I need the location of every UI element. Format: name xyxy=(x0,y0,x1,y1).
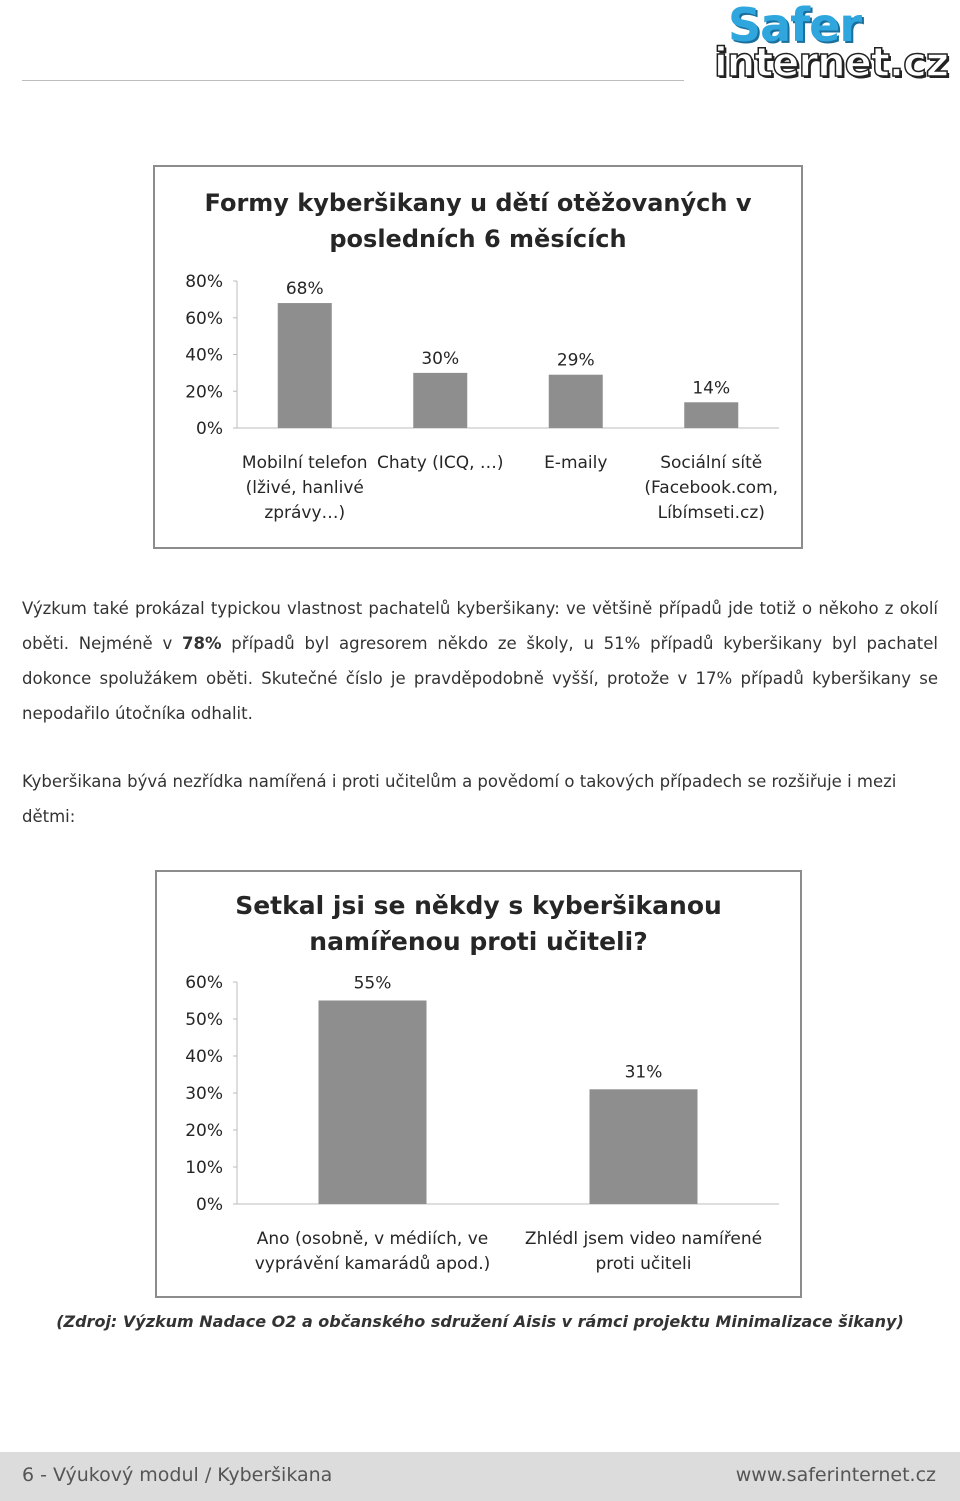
chart2-y-tick-label: 0% xyxy=(196,1195,223,1215)
chart1-category-label: (lživé, hanlivé xyxy=(245,478,364,498)
chart2-y-tick-label: 20% xyxy=(185,1121,223,1141)
chart1-y-tick-label: 20% xyxy=(185,382,223,403)
chart1-category-label: Mobilní telefon xyxy=(241,453,368,473)
footer-page-label: 6 - Výukový modul / Kyberšikana xyxy=(22,1464,333,1486)
paragraph-teachers xyxy=(22,764,938,834)
chart1-title-line1: Formy kyberšikany u dětí otěžovaných v xyxy=(204,189,752,217)
chart1-bar xyxy=(413,373,467,428)
chart1-y-tick-label: 80% xyxy=(185,272,223,292)
chart1-category-label: zprávy…) xyxy=(264,503,346,523)
chart1-data-label: 30% xyxy=(421,348,460,369)
chart1-y-tick-label: 40% xyxy=(185,345,223,366)
chart-cyberbullying-forms xyxy=(153,165,803,549)
chart1-category-label: Chaty (ICQ, …) xyxy=(376,453,504,473)
chart2-y-tick-label: 30% xyxy=(185,1084,223,1104)
chart2-category-label: vyprávění kamarádů apod.) xyxy=(254,1254,491,1274)
paragraph2-text: Kyberšikana bývá nezřídka namířená i proti učitelům a povědomí o takových případech se rozšiřuje i mezi dětmi: xyxy=(22,772,897,826)
chart2-bar xyxy=(590,1089,698,1204)
chart1-data-label: 68% xyxy=(285,279,324,300)
chart1-category-label: Sociální sítě xyxy=(660,453,763,473)
source-citation: (Zdroj: Výzkum Nadace O2 a občanského sdružení Aisis v rámci projektu Minimalizace šikany) xyxy=(56,1312,904,1331)
paragraph1-text-a: Výzkum také prokázal typickou vlastnost pachatelů kyberšikany: ve většině případů jde totiž o někoho z okolí oběti. Nejméně v xyxy=(22,599,938,653)
chart2-plot xyxy=(157,872,800,1296)
paragraph1-bold-78: 78% xyxy=(182,634,222,653)
logo-internet-text: internet.cz xyxy=(714,40,949,86)
chart1-data-label: 29% xyxy=(556,350,595,371)
chart2-data-label: 31% xyxy=(624,1062,663,1083)
chart2-bar xyxy=(319,1001,427,1205)
chart1-plot xyxy=(155,167,801,547)
chart1-bar xyxy=(278,303,332,428)
chart1-bar xyxy=(549,375,603,428)
header-divider xyxy=(22,80,684,81)
chart1-y-tick-label: 0% xyxy=(196,419,223,439)
chart2-category-label: proti učiteli xyxy=(595,1254,692,1274)
chart2-y-tick-label: 40% xyxy=(185,1047,223,1067)
logo-safer-text: Safer xyxy=(728,0,862,52)
chart2-category-label: Zhlédl jsem video namířené xyxy=(524,1229,763,1249)
chart1-category-label: E-maily xyxy=(544,453,608,473)
chart2-y-tick-label: 60% xyxy=(185,973,223,993)
paragraph1-text-b: případů byl agresorem někdo ze školy, u 51% případů kyberšikany byl pachatel dokonce spolužákem oběti. Skutečné číslo je pravděpodobně vyšší, protože v 17% případů kyberšikany se nepodařilo útočníka odhalit. xyxy=(22,634,938,723)
chart2-title-line2: namířenou proti učiteli? xyxy=(309,927,648,956)
chart2-title-line1: Setkal jsi se někdy s kyberšikanou xyxy=(235,891,722,920)
chart2-category-label: Ano (osobně, v médiích, ve xyxy=(256,1229,489,1249)
chart1-category-label: Líbímseti.cz) xyxy=(657,503,765,523)
chart2-data-label: 55% xyxy=(353,973,392,994)
paragraph-perpetrators xyxy=(22,591,938,731)
page-footer xyxy=(0,1452,960,1501)
chart-bullying-teachers xyxy=(155,870,802,1298)
chart1-title-line2: posledních 6 měsících xyxy=(329,225,627,253)
chart1-data-label: 14% xyxy=(692,378,731,399)
chart2-y-tick-label: 10% xyxy=(185,1158,223,1178)
chart1-bar xyxy=(684,402,738,428)
saferinternet-logo xyxy=(712,0,949,88)
footer-website-link[interactable]: www.saferinternet.cz xyxy=(735,1464,936,1486)
chart1-y-tick-label: 60% xyxy=(185,308,223,329)
chart1-category-label: (Facebook.com, xyxy=(644,478,779,498)
chart2-y-tick-label: 50% xyxy=(185,1010,223,1030)
